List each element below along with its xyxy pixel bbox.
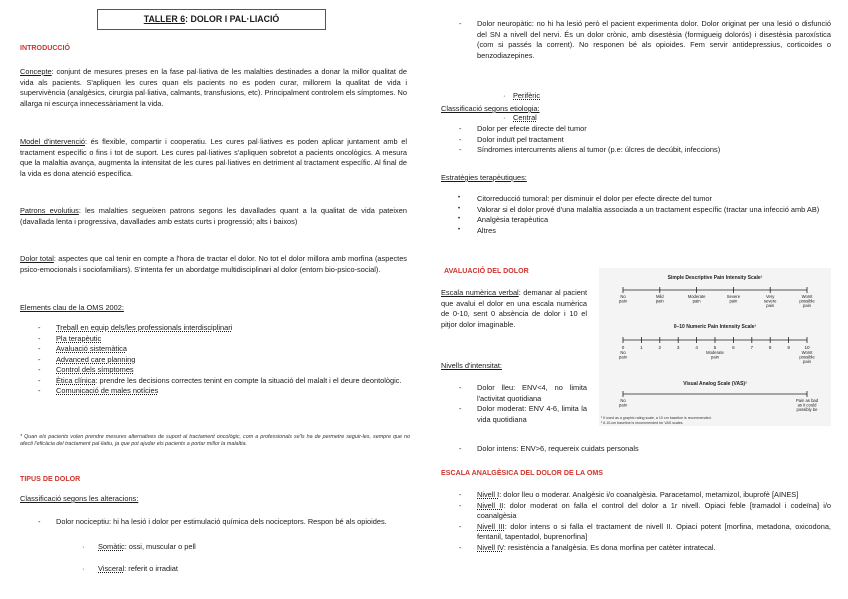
list-item: - Dolor induït pel tractament (441, 135, 831, 146)
nrs-number: 10 (804, 345, 810, 350)
list-item: • Valorar si el dolor prové d'una malaltia associada a un tractament específic (tractar una infecció amb AB) (441, 205, 831, 216)
etiologia-list (441, 124, 831, 156)
neuropatic-item: - Dolor neuropàtic: no hi ha lesió però el pacient experimenta dolor. Dolor originat per una lesió o disfunció del SN a nivell del nervi. És un dolor crònic, amb disestèsia (formigueig dolorós) i disestèsia paroxística (com si passés la corrent). No responen bé als opioides. Fem servir antidepressius, corticoides o benzodiazepines. (441, 19, 831, 61)
nrs-number: 6 (732, 345, 735, 350)
patrons-text: : les malalties segueixen patrons segons les davallades quant a la qualitat de vida pateixen (davallada lenta i progressiva, davallades amb estats curts i progressió; alts i baixos) (20, 206, 407, 226)
nrs-worst: Worst possible pain (799, 350, 815, 364)
neuropatic-list (441, 19, 831, 61)
estrategies-list (441, 194, 831, 236)
page-title (97, 9, 326, 30)
list-item: - Nivell I: dolor lleu o moderar. Analgèsic i/o coanalgèsia. Paracetamol, metamizol, ibuprofè [AINES] (441, 490, 831, 501)
visceral-item: · Visceral: referit o irradiat (20, 564, 848, 575)
list-item: - Nivell II: dolor moderat on falla el control del dolor a 1r nivell. Opiaci feble [tramadol i codeïna] i/o coanalgèsia (441, 501, 831, 522)
list-item: - Treball en equip dels/les professionals interdisciplinari (20, 323, 412, 334)
somatic-item: · Somàtic: ossi, muscular o pell (20, 542, 848, 553)
list-item: - Comunicació de males notícies (20, 386, 412, 397)
vas-left-label: No pain (619, 398, 627, 408)
oms-heading: Elements clau de la OMS 2002: (20, 303, 124, 312)
estrategies-heading: Estratègies terapèutiques: (441, 173, 527, 182)
title-prefix: TALLER 6 (143, 14, 186, 24)
list-item: - Síndromes intercurrents aliens al tumor (p.e: úlcres de decúbit, infeccions) (441, 145, 831, 156)
list-item: - Control dels símptomes (20, 365, 412, 376)
nrs-title: 0–10 Numeric Pain Intensity Scale¹ (673, 324, 757, 330)
sdpis-label: Mild pain (655, 294, 664, 304)
list-item: • Analgèsia terapèutica (441, 215, 831, 226)
list-item: - Pla terapèutic (20, 334, 412, 345)
list-item: - Dolor moderat: ENV 4-6, limita la vida quotidiana (441, 404, 587, 425)
dolor-total-paragraph (20, 254, 407, 275)
nivells-heading: Nivells d'intensitat: (441, 361, 502, 370)
list-item: - Dolor per efecte directe del tumor (441, 124, 831, 135)
intro-heading: INTRODUCCIÓ (20, 44, 71, 52)
dolor-total-label: Dolor total (20, 254, 54, 263)
model-text: : és flexible, compartir i cooperatiu. Les cures pal·liatives es poden aplicar juntament amb el tractament específic o fins i tot de suport. Les cures pal·liatives s'apliquen sobretot a pacients oncològics. A mesura que la malaltia avança, augmenta la intensitat de les cures pal·liatives en detriment al tractament específic. Al final de la vida es dona atenció específica. (20, 137, 407, 178)
periferic-item: · Perifèric (441, 91, 848, 102)
patrons-label: Patrons evolutius (20, 206, 79, 215)
model-paragraph (20, 137, 407, 179)
list-item: • Altres (441, 226, 831, 237)
oms-note: * Quan els pacients volen prendre mesures alternatives de suport al tractament oncològic, com a professionals se'ls ha de permetre seguir-les, sempre que no afecti l'eficàcia del tractament pal·liatiu, ja que pot ajudar els pacients a portar millor la malaltia. (20, 434, 410, 448)
sdpis-label: Moderate pain (687, 294, 706, 304)
nrs-number: 0 (621, 345, 625, 350)
vas-title: Visual Analog Scale (VAS)² (683, 381, 747, 387)
nociceptiu-item: - Dolor nociceptiu: hi ha lesió i dolor per estimulació química dels nociceptors. Respon bé als opioides. (20, 517, 408, 528)
nrs-number: 4 (695, 345, 698, 350)
escala-oms-list (441, 490, 831, 553)
list-item: - Dolor intens: ENV>6, requereix cuidats personals (441, 444, 801, 455)
oms-list (20, 323, 412, 397)
nrs-number: 5 (713, 345, 717, 350)
avaluacio-heading: AVALUACIÓ DEL DOLOR (444, 267, 529, 275)
nociceptiu-list (20, 517, 408, 528)
escala-oms-heading: ESCALA ANALGÈSICA DEL DOLOR DE LA OMS (441, 469, 603, 477)
dolor-total-text: : aspectes que cal tenir en compte a l'hora de tractar el dolor. No tot el dolor millora amb morfina (aspectes psico-emocionals i sociofamiliars). S'intenta fer un abordatge multidisciplinari al dolor (entorn bio-psico-social). (20, 254, 408, 274)
sdpis-label: Very severe pain (763, 294, 777, 308)
list-item: - Dolor lleu: ENV<4, no limita l'activitat quotidiana (441, 383, 587, 404)
list-item: - Nivell IV: resistència a l'analgèsia. Es dona morfina per catèter intratecal. (441, 543, 831, 554)
central-item: · Central (441, 113, 848, 124)
nrs-number: 2 (658, 345, 662, 350)
nrs-number: 1 (640, 345, 643, 350)
nrs-number: 3 (676, 345, 680, 350)
pain-scales-figure (599, 268, 831, 426)
list-item: - Advanced care planning (20, 355, 412, 366)
nrs-number: 8 (768, 345, 772, 350)
concepte-label: Concepte (20, 67, 52, 76)
list-item: • Citorreducció tumoral: per disminuir el dolor per efecte directe del tumor (441, 194, 831, 205)
escala-numerica-paragraph: Escala numèrica verbal: demanar al pacient que avalui el dolor en una escala numèrica de 0-10, sent 0 absència de dolor i 10 el pitjor dolor imaginable. (441, 288, 587, 329)
nrs-number: 7 (750, 345, 754, 350)
nrs-moderate: Moderate pain (706, 350, 724, 360)
concepte-paragraph (20, 67, 407, 109)
sdpis-title: Simple Descriptive Pain Intensity Scale¹ (667, 275, 763, 281)
nrs-number: 9 (787, 345, 790, 350)
sdpis-label: Worst possible pain (799, 294, 815, 308)
vas-right-label: Pain as bad as it could possibly be (795, 398, 819, 412)
tipus-heading: TIPUS DE DOLOR (20, 475, 81, 483)
model-label: Model d'intervenció (20, 137, 85, 146)
sdpis-label: Severe pain (726, 294, 741, 304)
title-rest: : DOLOR I PAL·LIACIÓ (185, 14, 280, 24)
nivells-list (441, 383, 587, 425)
etiologia-heading: Classificació segons etiologia: (441, 104, 540, 113)
list-item: - Ètica clínica: prendre les decisions correctes tenint en compte la situació del malalt i el deure deontològic. (20, 376, 412, 387)
footnote-1: ¹ If used as a graphic rating scale, a 10 cm baseline is recommended. (601, 416, 712, 420)
concepte-text: : conjunt de mesures preses en la fase pal·liativa de les malalties destinades a donar la millor qualitat de vida als pacients. S'apliquen les cures quan els pacients no es poden curar, millorem la qualitat de vida i supervivència (analgèsics, cirurgia pal·liativa, calmants, transfusions, etc). Principalment controlem els símptomes. No allarga ni escurça innecessàriament la vida. (20, 67, 407, 108)
sdpis-label: No pain (619, 294, 627, 304)
list-item: - Avaluació sistemàtica (20, 344, 412, 355)
nrs-no-pain: No pain (619, 350, 627, 360)
nivells-list-2 (441, 444, 801, 455)
list-item: - Nivell III: dolor intens o si falla el tractament de nivell II. Opiaci potent [morfina, metadona, oxicodona, fentanil, tapentadol, buprenorfina] (441, 522, 831, 543)
patrons-paragraph (20, 206, 407, 227)
footnote-2: ² A 10-cm baseline is recommended for VAS scales. (601, 421, 684, 425)
classif-alteracions-heading: Classificació segons les alteracions: (20, 494, 139, 503)
